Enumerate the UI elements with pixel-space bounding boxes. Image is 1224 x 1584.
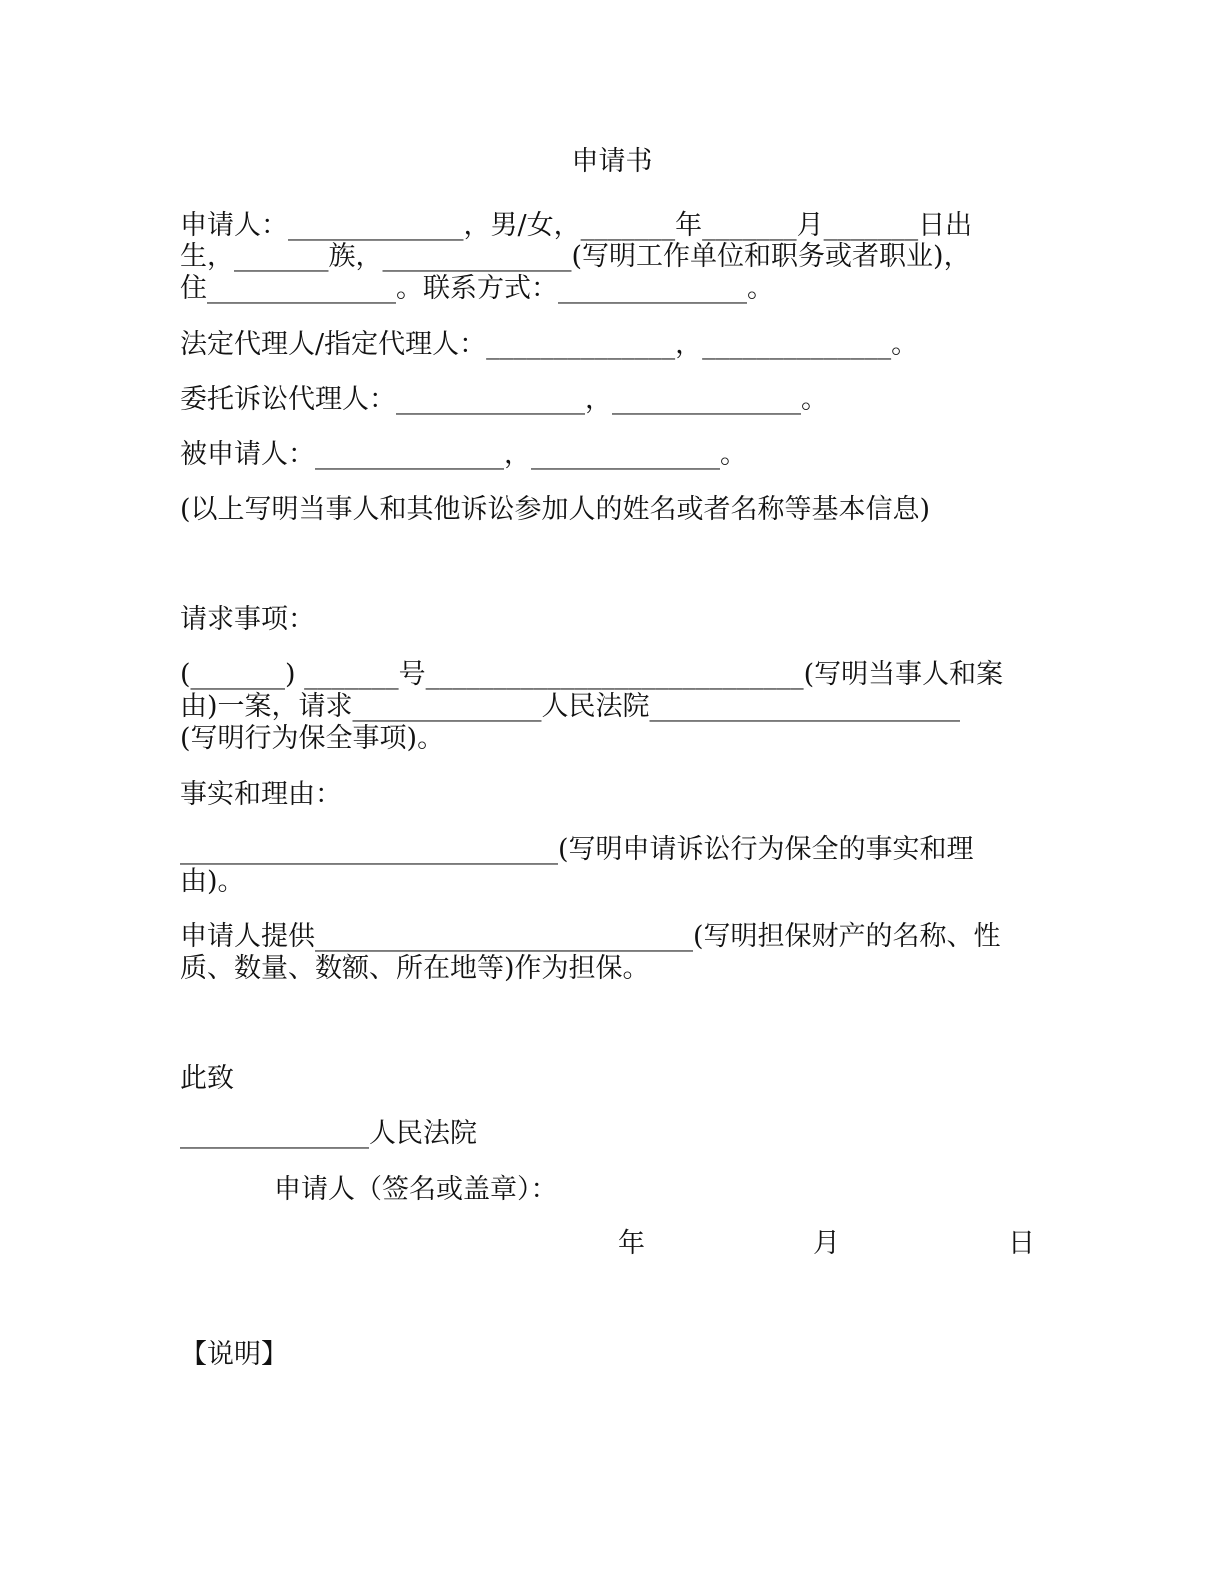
litigation-agent-line: 委托诉讼代理人：______________，______________。 [180,384,828,415]
applicant-line-2: 生，_______族，______________(写明工作单位和职务或者职业)， [180,241,971,272]
signature-line: 申请人（签名或盖章）： [274,1174,558,1205]
respondent-line: 被申请人：______________，______________。 [180,439,747,470]
request-line-2: 由)一案，请求______________人民法院_______________________ [180,691,961,722]
request-heading: 请求事项： [180,604,315,635]
parties-note: (以上写明当事人和其他诉讼参加人的姓名或者名称等基本信息) [180,494,931,525]
date-year: 年 [618,1228,645,1259]
applicant-line-1: 申请人：_____________，男/女，_______年_______月_______日出 [180,210,973,241]
date-day: 日 [1008,1228,1035,1259]
document-title: 申请书 [571,146,653,177]
request-line-3: (写明行为保全事项)。 [180,723,445,754]
salutation: 此致 [180,1063,234,1094]
court-line: ______________人民法院 [180,1118,477,1149]
legal-agent-line: 法定代理人/指定代理人：______________，______________。 [180,329,919,360]
applicant-line-3: 住______________。联系方式：______________。 [180,273,774,304]
facts-line-2: 由)。 [180,866,245,897]
date-month: 月 [813,1228,840,1259]
notes-heading: 【说明】 [180,1339,288,1370]
request-line-1: (_______) _______号____________________________(写明当事人和案 [180,659,1004,690]
facts-line-1: ____________________________(写明申请诉讼行为保全的事实和理 [180,834,974,865]
guarantee-line-1: 申请人提供____________________________(写明担保财产的名称、性 [180,921,1001,952]
guarantee-line-2: 质、数量、数额、所在地等)作为担保。 [180,953,650,984]
facts-heading: 事实和理由： [180,779,342,810]
